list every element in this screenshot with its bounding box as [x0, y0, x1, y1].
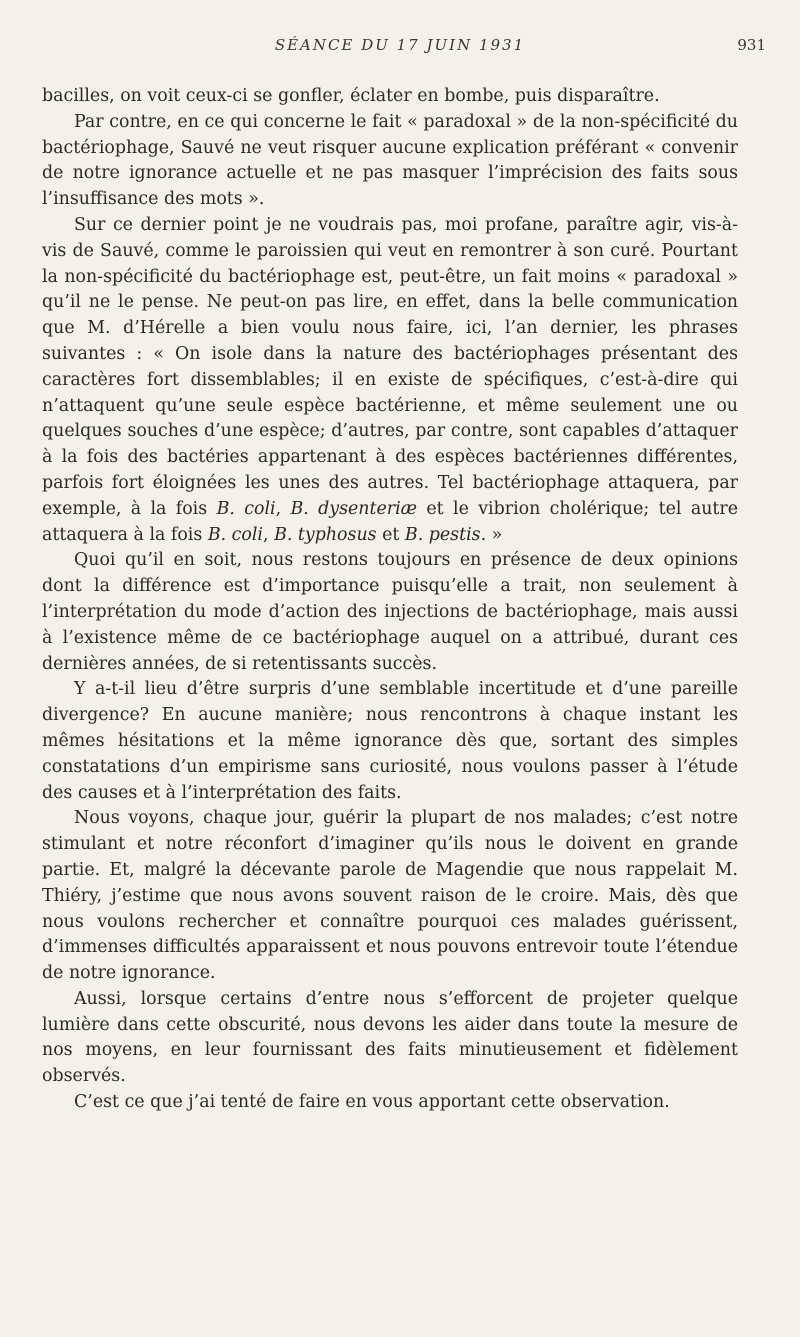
paragraph: Aussi, lorsque certains d’entre nous s’efforcent de projeter quelque lumière dans cette obscurité, nous devons les aider dans toute la mesure de nos moyens, en leur fournissant des faits minutieusement et fidèlement observés.	[42, 988, 738, 1087]
paragraph-continued: bacilles, on voit ceux-ci se gonfler, éclater en bombe, puis disparaître.	[42, 86, 660, 106]
quote-close: . »	[480, 524, 503, 545]
paragraph: C’est ce que j’ai tenté de faire en vous apportant cette observation.	[74, 1092, 670, 1113]
quote-text: et le vibrion cholérique; tel autre attaquera à la fois	[42, 498, 739, 545]
species-name: B. coli	[216, 498, 276, 519]
paragraph: Nous voyons, chaque jour, guérir la plupart de nos malades; c’est notre stimulant et notre réconfort d’imaginer qu’ils nous le doivent en grande partie. Et, malgré la décevante parole de Magendie que nous rappelait M. Thiéry, j’estime que nous avons souvent raison de le croire. Mais, dès que nous voulons rechercher et connaître pourquoi ces malades guérissent, d’immenses difficultés apparaissent et nous pouvons entrevoir toute l’étendue de notre ignorance.	[42, 808, 738, 984]
species-name: B. coli	[207, 524, 263, 545]
paragraph: Par contre, en ce qui concerne le fait « paradoxal » de la non-spécificité du bactériophage, Sauvé ne veut risquer aucune explication préférant « convenir de notre ignorance actuelle et ne pas masquer l’imprécision des faits sous l’insuffisance des mots ».	[42, 111, 738, 210]
separator: ,	[263, 524, 275, 545]
species-name: B. dysenteriæ	[290, 498, 418, 519]
running-title: SÉANCE DU 17 JUIN 1931	[274, 36, 526, 54]
species-name: B. typhosus	[274, 524, 377, 545]
quote-text: et	[376, 524, 405, 545]
separator: ,	[275, 498, 291, 519]
running-header	[0, 36, 800, 60]
paragraph-quote	[42, 213, 738, 548]
page-number: 931	[737, 36, 766, 54]
body-text	[42, 84, 738, 1116]
paragraph: Quoi qu’il en soit, nous restons toujours en présence de deux opinions dont la différence est d’importance puisqu’elle a trait, non seulement à l’interprétation du mode d’action des injections de bactériophage, mais aussi à l’existence même de ce bactériophage auquel on a attribué, durant ces dernières années, de si retentissants succès.	[42, 550, 738, 674]
paragraph: Y a-t-il lieu d’être surpris d’une semblable incertitude et d’une pareille divergence? En aucune manière; nous rencontrons à chaque instant les mêmes hésitations et la même ignorance dès que, sortant des simples constatations d’un empirisme sans curiosité, nous voulons passer à l’étude des causes et à l’interprétation des faits.	[42, 679, 738, 803]
paragraph-quote-text: Sur ce dernier point je ne voudrais pas, moi profane, paraître agir, vis-à-vis de Sauvé, comme le paroissien qui veut en remontrer à son curé. Pourtant la non-spécificité du bactériophage est, peut-être, un fait moins « paradoxal » qu’il ne le pense. Ne peut-on pas lire, en effet, dans la belle communication que M. d’Hérelle a bien voulu nous faire, ici, l’an dernier, les phrases suivantes : « On isole dans la nature des bactériophages présentant des caractères fort dissemblables; il en existe de spécifiques, c’est-à-dire qui n’attaquent qu’une seule espèce bactérienne, et même seulement une ou quelques souches d’une espèce; d’autres, par contre, sont capables d’attaquer à la fois des bactéries appartenant à des espèces bactériennes différentes, parfois fort éloignées les unes des autres. Tel bactériophage attaquera, par exemple, à la fois	[42, 214, 738, 519]
species-name: B. pestis	[404, 524, 481, 545]
